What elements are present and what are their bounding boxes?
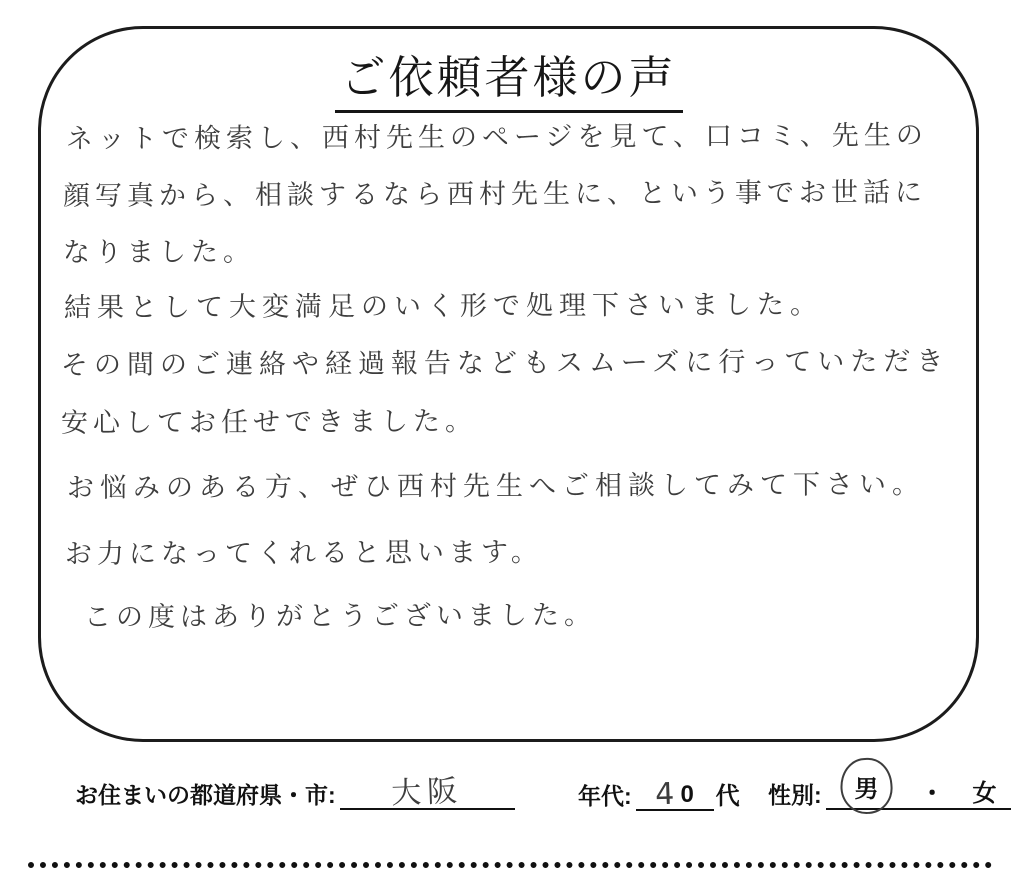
residence-field (75, 773, 515, 812)
residence-label: お住まいの都道府県・市: (75, 782, 336, 808)
feedback-card (38, 26, 979, 742)
testimonial-line: この度はありがとうございました。 (83, 599, 597, 634)
testimonial-line: お悩みのある方、ぜひ西村先生へご相談してみて下さい。 (66, 469, 926, 504)
testimonial-line: その間のご連絡や経過報告などもスムーズに行っていただき (60, 346, 950, 381)
gender-separator-dot: ・ (920, 780, 945, 807)
age-blank-line (636, 777, 714, 811)
age-field (578, 776, 740, 811)
testimonial-line: ネットで検索し、西村先生のページを見て、口コミ、先生の (65, 120, 928, 155)
gender-option-male: 男 (854, 775, 879, 803)
age-unit-label: 代 (715, 783, 740, 810)
age-handwritten-value: 4 (654, 776, 682, 813)
gender-blank-line (826, 776, 1011, 810)
page-title: ご依頼者様の声 (334, 41, 682, 113)
residence-blank-line (340, 773, 515, 812)
testimonial-line: 結果として大変満足のいく形で処理下さいました。 (63, 289, 824, 324)
gender-label: 性別: (768, 782, 822, 808)
dotted-divider (28, 862, 992, 868)
form-fields-row (0, 770, 1024, 820)
age-label: 年代: (578, 783, 632, 809)
gender-field (768, 776, 1011, 810)
gender-option-female: 女 (972, 780, 997, 807)
testimonial-line: 顔写真から、相談するなら西村先生に、という事でお世話に (62, 177, 928, 212)
residence-handwritten-value: 大阪 (390, 773, 464, 812)
testimonial-line: お力になってくれると思います。 (64, 536, 543, 571)
age-printed-zero: 0 (680, 781, 694, 808)
selection-circle-mark (838, 756, 894, 815)
testimonial-line: なりました。 (62, 236, 256, 269)
testimonial-line: 安心してお任せできました。 (60, 406, 478, 439)
